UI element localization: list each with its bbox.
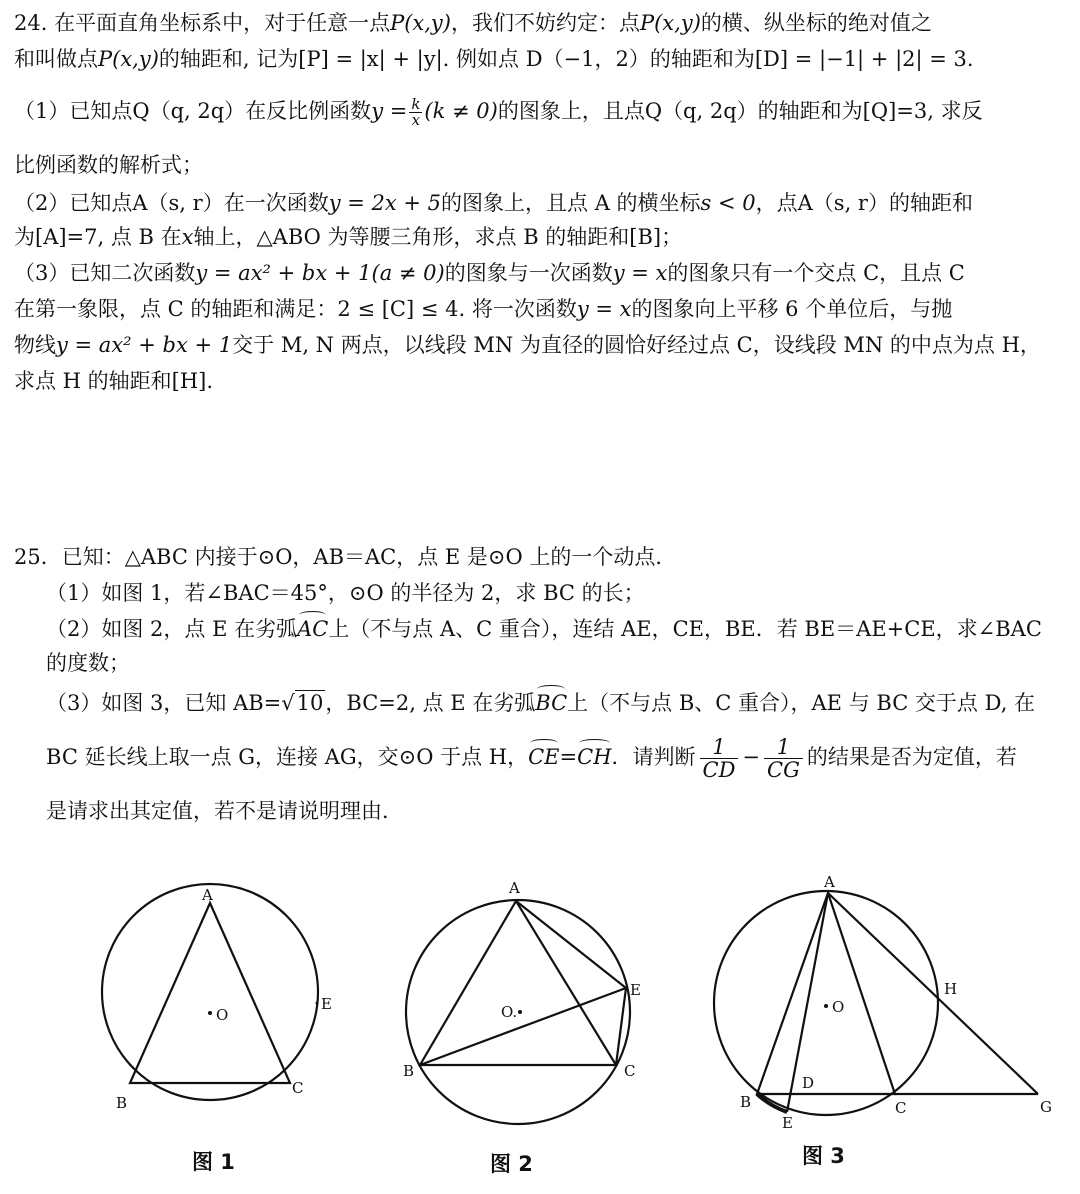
figure-2-caption: 图 2 (490, 1152, 533, 1176)
circle-o (102, 884, 318, 1100)
label-d: D (802, 1074, 815, 1092)
text: ，我们不妨约定：点 (450, 11, 640, 35)
text: 求点 H 的轴距和[H]. (14, 369, 214, 393)
figure-3-caption: 图 3 (802, 1144, 845, 1168)
den: CG (767, 758, 800, 782)
label-h: H (944, 980, 958, 998)
arc-bc: BC (535, 688, 567, 718)
text: ，BC=2, 点 E 在劣弧 (325, 691, 536, 715)
figure-1 (102, 884, 318, 1100)
label-e: E (782, 1114, 793, 1132)
triangle-abc (420, 901, 616, 1065)
math: y = x (612, 261, 668, 285)
text: 的图象与一次函数 (444, 261, 613, 285)
label-a: A (202, 886, 213, 904)
text: ．请判断 (611, 745, 696, 769)
num: k (411, 95, 421, 113)
text: 在第一象限，点 C 的轴距和满足：2 ≤ [C] ≤ 4. 将一次函数 (14, 297, 577, 321)
text: （2）如图 2，点 E 在劣弧 (46, 617, 298, 641)
text: = (559, 745, 578, 769)
label-b: B (116, 1094, 128, 1112)
point-o (518, 1010, 522, 1014)
figure-1-caption: 图 1 (192, 1150, 235, 1174)
math: y = (371, 99, 408, 123)
den: x (411, 111, 421, 129)
label-c: C (624, 1062, 636, 1080)
label-o: O (832, 998, 845, 1016)
label-e: E (630, 981, 641, 999)
circle-o (714, 891, 938, 1115)
text: 轴上，△ABO 为等腰三角形，求点 B 的轴距和[B]； (193, 225, 683, 249)
math: x (181, 225, 194, 249)
math: y = ax² + bx + 1 (195, 261, 372, 285)
label-g: G (1040, 1098, 1052, 1116)
text: 交于 M, N 两点，以线段 MN 为直径的圆恰好经过点 C，设线段 MN 的中点为点 H， (232, 333, 1041, 357)
text: 的度数； (46, 651, 130, 675)
point-o (824, 1004, 828, 1008)
sqrt-10: √10 (281, 691, 324, 715)
label-c: C (292, 1079, 304, 1097)
arc-ce: CE (528, 742, 559, 772)
triangle-abc (130, 903, 290, 1083)
label-a: A (509, 879, 520, 897)
segment-ag (828, 893, 1038, 1094)
text: 上（不与点 B、C 重合），AE 与 BC 交于点 D, 在 (567, 691, 1036, 715)
num: 1 (764, 736, 803, 759)
label-o: O. (501, 1003, 518, 1021)
text: BC 延长线上取一点 G，连接 AG，交⊙O 于点 H， (46, 745, 529, 769)
den: CD (702, 758, 736, 782)
radicand: 10 (296, 691, 324, 715)
math: P(x,y) (98, 47, 159, 71)
point-o (208, 1011, 212, 1015)
text: 和叫做点 (14, 47, 98, 71)
math: (k ≠ 0) (424, 99, 498, 123)
text: 上（不与点 A、C 重合），连结 AE，CE，BE．若 BE＝AE+CE，求∠BAC (328, 617, 1042, 641)
text: 为[A]=7, 点 B 在 (14, 225, 182, 249)
math: y = x (576, 297, 632, 321)
text: 的图象只有一个交点 C，且点 C (667, 261, 965, 285)
text: （3）已知二次函数 (14, 261, 196, 285)
text: （2）已知点A（s, r）在一次函数 (14, 191, 329, 215)
math: y = ax² + bx + 1 (56, 333, 233, 357)
triangle-abc (757, 893, 895, 1094)
text: ，点A（s, r）的轴距和 (755, 191, 973, 215)
text: − (742, 745, 761, 769)
math: s < 0 (700, 191, 756, 215)
text: 比例函数的解析式； (14, 153, 203, 177)
arc-be (757, 1094, 787, 1112)
segment-be (420, 988, 626, 1065)
figure-1-labels (116, 886, 332, 1112)
label-b: B (740, 1093, 752, 1111)
label-e: E (321, 995, 332, 1013)
text: 的轴距和, 记为[P] = |x| + |y|. 例如点 D（−1，2）的轴距和为[D] = |−1| + |2| = 3. (158, 47, 974, 71)
math: P(x,y) (639, 11, 701, 35)
math: (a ≠ 0) (371, 261, 445, 285)
text: 的横、纵坐标的绝对值之 (700, 11, 932, 35)
arc-ac: AC (297, 614, 328, 644)
text: 的图象上，且点 A 的横坐标 (441, 191, 701, 215)
text: 的图象上，且点Q（q, 2q）的轴距和为[Q]=3, 求反 (497, 99, 983, 123)
label-a: A (824, 873, 835, 891)
num: 1 (700, 736, 739, 759)
text: 的图象向上平移 6 个单位后，与抛 (631, 297, 953, 321)
figure-3 (714, 891, 1038, 1115)
text: （3）如图 3，已知 AB= (46, 691, 282, 715)
text: 物线 (14, 333, 56, 357)
arc-ch: CH (577, 742, 611, 772)
math: P(x,y) (390, 11, 451, 35)
math: y = 2x + 5 (328, 191, 442, 215)
text: 是请求出其定值，若不是请说明理由． (46, 799, 403, 823)
label-b: B (403, 1062, 415, 1080)
text: 24. 在平面直角坐标系中，对于任意一点 (14, 11, 391, 35)
text: 25．已知：△ABC 内接于⊙O，AB＝AC，点 E 是⊙O 上的一个动点． (14, 545, 677, 569)
label-c: C (895, 1099, 907, 1117)
text: （1）如图 1，若∠BAC＝45°，⊙O 的半径为 2，求 BC 的长； (46, 581, 645, 605)
label-o: O (216, 1006, 229, 1024)
point-e (316, 1002, 319, 1005)
text: （1）已知点Q（q, 2q）在反比例函数 (14, 99, 372, 123)
text: 的结果是否为定值，若 (806, 745, 1017, 769)
